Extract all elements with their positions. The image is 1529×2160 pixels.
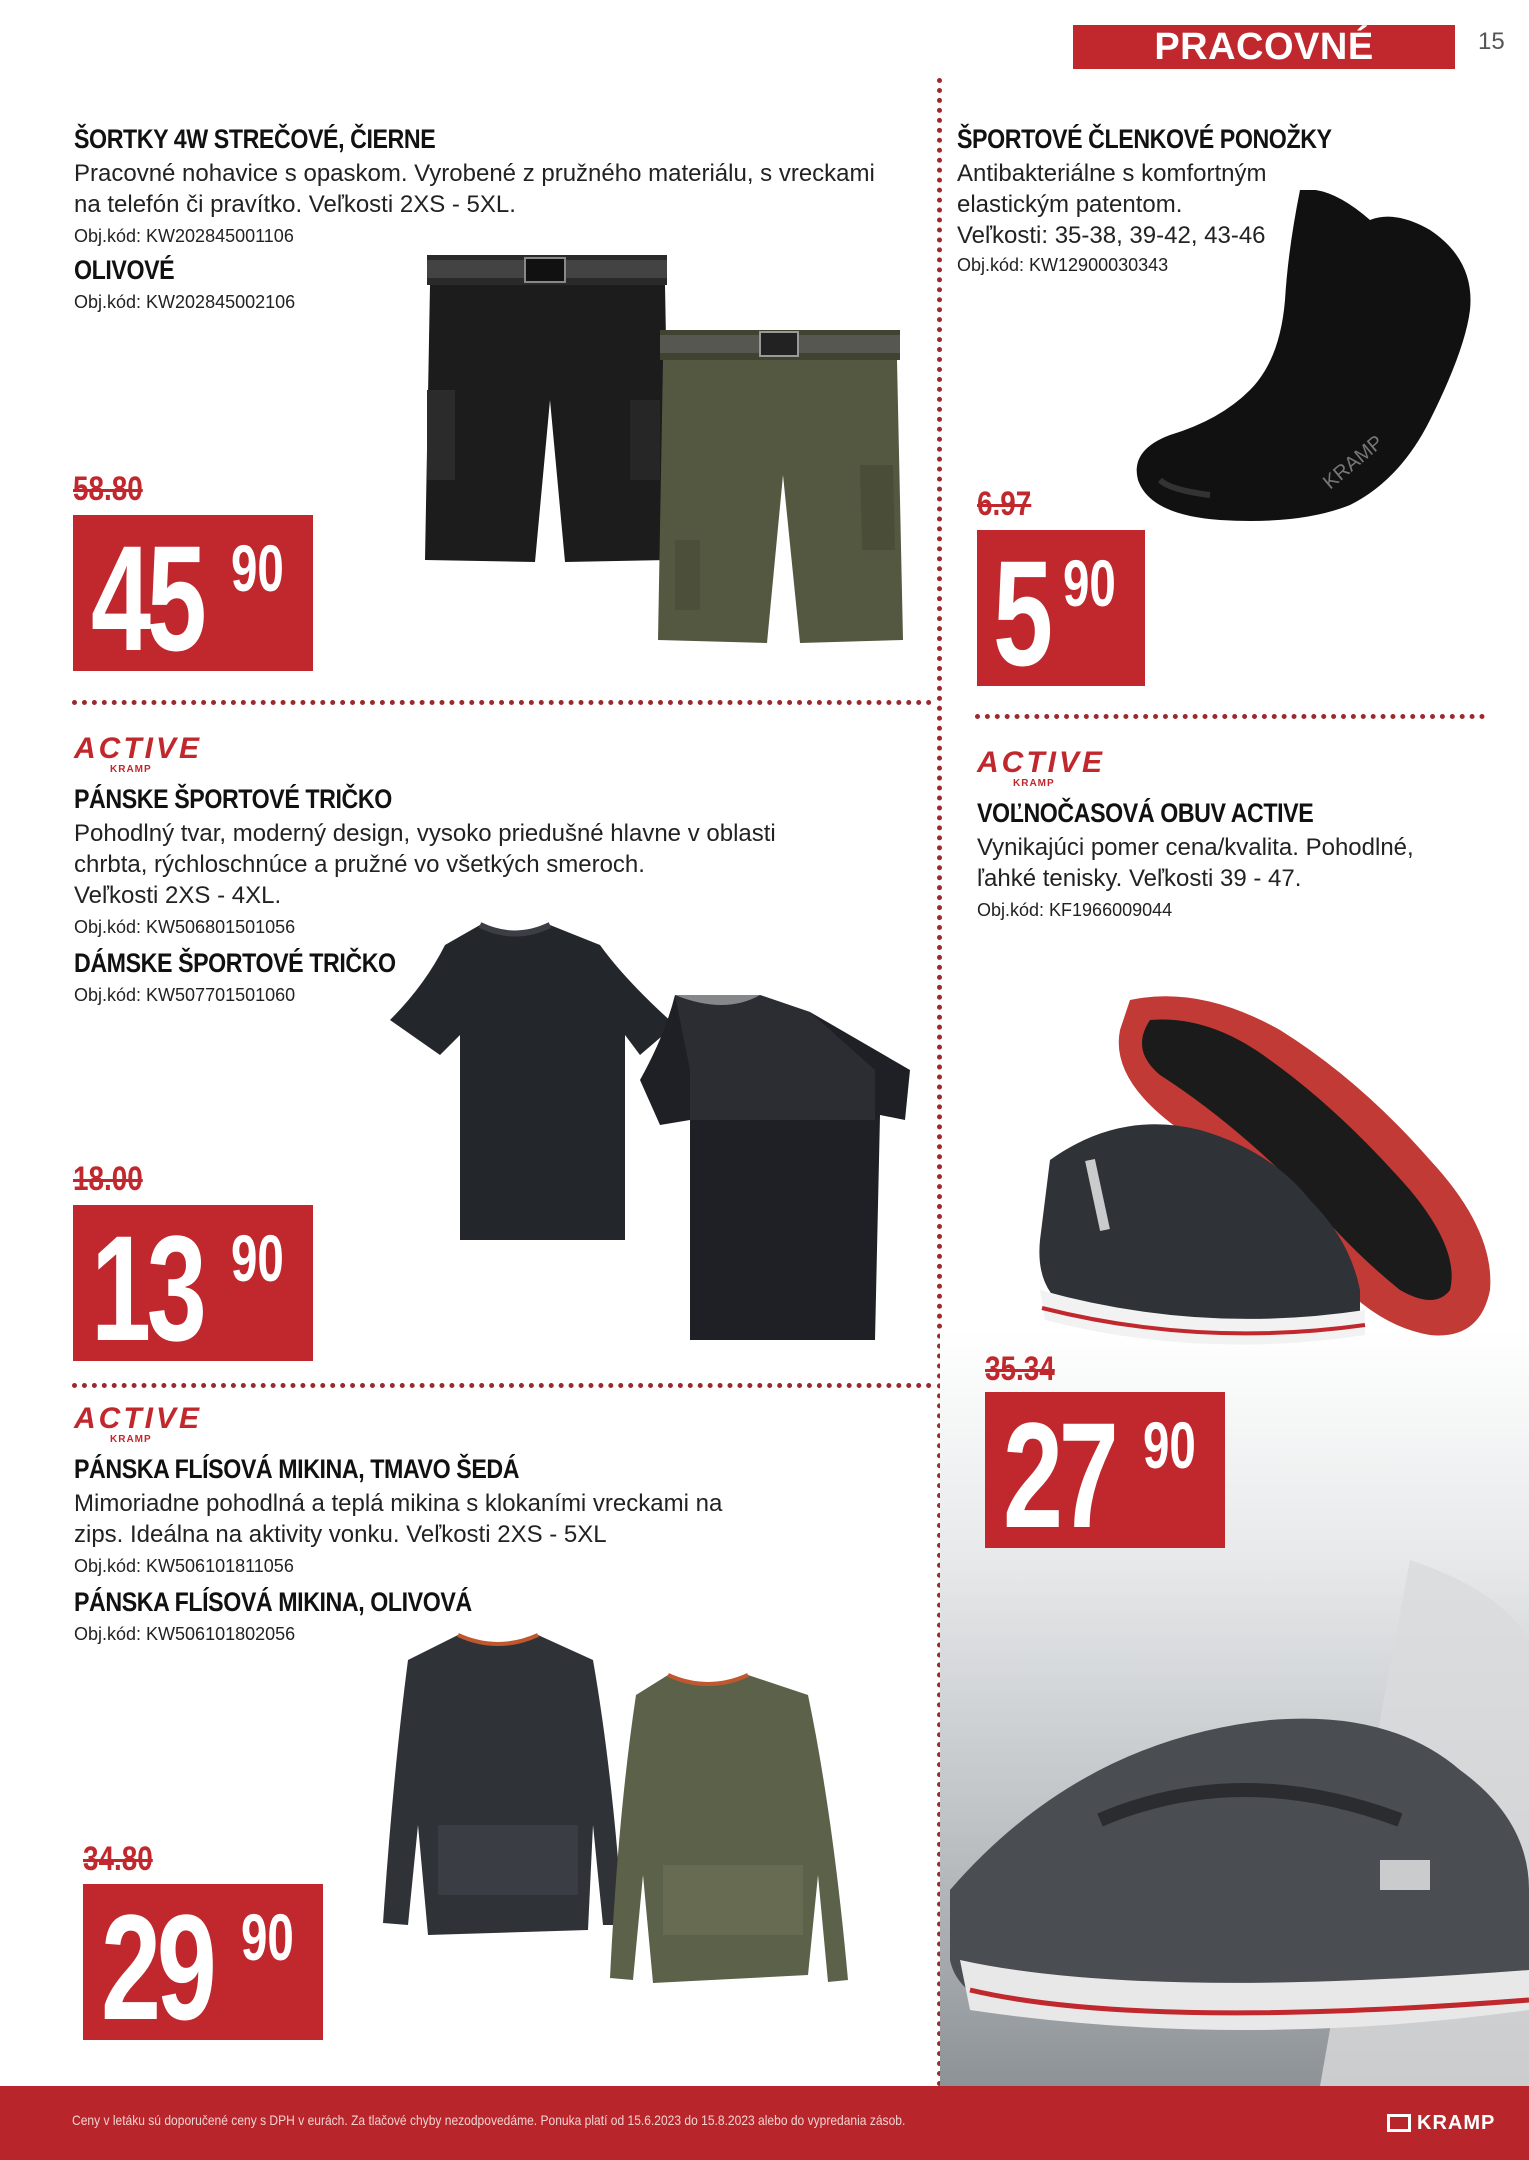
product-description: Veľkosti 2XS - 4XL. [74, 882, 282, 909]
price-main: 45 [91, 515, 203, 671]
product-code: Obj.kód: KW202845002106 [74, 292, 296, 312]
price-cents: 90 [1063, 546, 1116, 620]
svg-text:KRAMP: KRAMP [1319, 431, 1388, 494]
price-tag [83, 1884, 323, 2040]
variant-title: DÁMSKE ŠPORTOVÉ TRIČKO [74, 948, 396, 978]
price-cents: 90 [1143, 1408, 1196, 1482]
variant-title: OLIVOVÉ [74, 255, 175, 285]
product-title: ŠPORTOVÉ ČLENKOVÉ PONOŽKY [957, 124, 1332, 154]
variant-title: PÁNSKA FLÍSOVÁ MIKINA, OLIVOVÁ [74, 1587, 472, 1617]
product-title: PÁNSKE ŠPORTOVÉ TRIČKO [74, 784, 392, 814]
price-main: 13 [91, 1205, 203, 1361]
horizontal-divider [72, 700, 932, 705]
product-code: Obj.kód: KF1966009044 [977, 900, 1173, 920]
horizontal-divider [72, 1383, 932, 1388]
product-code: Obj.kód: KW507701501060 [74, 985, 296, 1005]
old-price: 58.80 [73, 470, 143, 508]
horizontal-divider [975, 714, 1485, 719]
shoes-image [1030, 990, 1500, 1380]
kramp-logo: KRAMP [1387, 2112, 1495, 2135]
shoe-lifestyle-photo [940, 1560, 1529, 2086]
active-logo: ACTIVE KRAMP [74, 732, 203, 775]
price-cents: 90 [231, 1221, 284, 1295]
product-description: Pracovné nohavice s opaskom. Vyrobené z pružného materiálu, s vreckami [74, 160, 875, 187]
kramp-logo-icon [1387, 2114, 1411, 2132]
old-price: 6.97 [977, 485, 1032, 523]
shorts-image [415, 250, 905, 650]
product-description: na telefón či pravítko. Veľkosti 2XS - 5XL. [74, 191, 516, 218]
section-title-badge: PRACOVNÉ OBLEČENIE [1073, 25, 1455, 69]
sock-image [1130, 190, 1480, 530]
active-logo: ACTIVE KRAMP [74, 1402, 203, 1445]
price-cents: 90 [231, 531, 284, 605]
product-title: VOĽNOČASOVÁ OBUV ACTIVE [977, 798, 1314, 828]
price-cents: 90 [241, 1900, 294, 1974]
price-main: 29 [101, 1884, 213, 2040]
product-code: Obj.kód: KW12900030343 [957, 255, 1169, 275]
product-description: Pohodlný tvar, moderný design, vysoko priedušné hlavne v oblasti [74, 820, 776, 847]
product-code: Obj.kód: KW202845001106 [74, 226, 294, 246]
price-tag [73, 1205, 313, 1361]
price-tag [73, 515, 313, 671]
product-description: Vynikajúci pomer cena/kvalita. Pohodlné, [977, 834, 1414, 861]
product-description: chrbta, rýchloschnúce a pružné vo všetkých smeroch. [74, 851, 645, 878]
old-price: 35.34 [985, 1350, 1055, 1388]
price-main: 27 [1003, 1392, 1115, 1548]
product-fleece [74, 1454, 722, 1645]
tshirt-image [385, 920, 915, 1345]
price-main: 5 [993, 530, 1049, 686]
product-description: zips. Ideálna na aktivity vonku. Veľkosti 2XS - 5XL [74, 1521, 607, 1548]
active-logo: ACTIVE KRAMP [977, 746, 1106, 789]
product-code: Obj.kód: KW506101811056 [74, 1556, 294, 1576]
fleece-image [378, 1625, 898, 1995]
price-tag [985, 1392, 1225, 1548]
price-tag [977, 530, 1145, 686]
old-price: 34.80 [83, 1840, 153, 1878]
product-title: ŠORTKY 4W STREČOVÉ, ČIERNE [74, 124, 436, 154]
product-description: Mimoriadne pohodlná a teplá mikina s klokaními vreckami na [74, 1490, 723, 1517]
old-price: 18.00 [73, 1160, 143, 1198]
page-number: 15 [1478, 28, 1505, 55]
product-description: Antibakteriálne s komfortným [957, 160, 1267, 187]
product-code: Obj.kód: KW506101802056 [74, 1624, 296, 1644]
product-code: Obj.kód: KW506801501056 [74, 917, 296, 937]
product-description: Veľkosti: 35-38, 39-42, 43-46 [957, 222, 1266, 249]
footer-disclaimer: Ceny v letáku sú doporučené ceny s DPH v eurách. Za tlačové chyby nezodpovedáme. Ponuka platí od 15.6.2023 do 15.8.2023 alebo do vypredania zásob. [72, 2112, 906, 2128]
product-description: ľahké tenisky. Veľkosti 39 - 47. [977, 865, 1302, 892]
product-title: PÁNSKA FLÍSOVÁ MIKINA, TMAVO ŠEDÁ [74, 1454, 520, 1484]
product-shoes [977, 798, 1414, 921]
product-description: elastickým patentom. [957, 191, 1183, 218]
